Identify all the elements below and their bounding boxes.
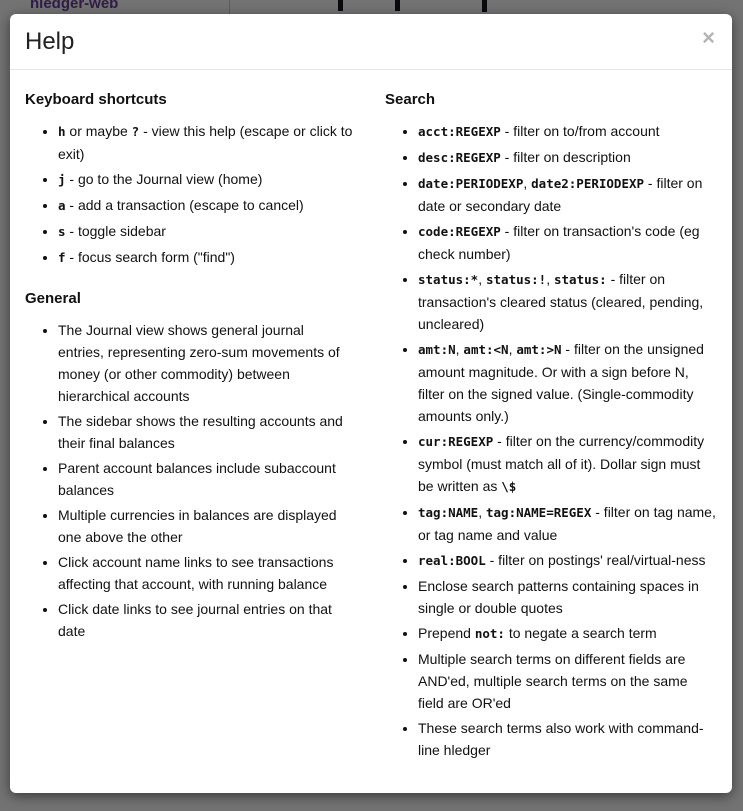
help-right-column [371, 70, 717, 781]
code-token: h [58, 124, 66, 139]
text-segment: - add a transaction (escape to cancel) [65, 197, 304, 213]
text-segment: , [523, 175, 532, 191]
code-token: f [58, 250, 66, 265]
list-item [418, 120, 717, 143]
text-segment: Enclose search patterns containing spaces in single or double quotes [418, 578, 699, 616]
text-segment: - filter on description [500, 149, 631, 165]
code-token: tag:NAME=REGEX [486, 505, 592, 520]
list-item [58, 598, 353, 642]
text-segment: , [546, 271, 554, 287]
code-token: s [58, 224, 66, 239]
code-token: tag:NAME [418, 505, 479, 520]
text-segment: - toggle sidebar [65, 223, 166, 239]
text-segment: - filter on to/from account [500, 123, 660, 139]
list-item [418, 622, 717, 645]
text-segment: Multiple currencies in balances are displayed one above the other [58, 507, 337, 545]
text-segment: Prepend [418, 625, 475, 641]
code-token: j [58, 172, 66, 187]
text-segment: - view this help (escape or click to exit) [58, 123, 353, 162]
code-token: ? [131, 124, 140, 139]
text-segment: - focus search form ("find") [65, 249, 235, 265]
text-segment: to negate a search term [504, 625, 657, 641]
text-segment: These search terms also work with command-line hledger [418, 720, 704, 758]
text-segment: , [455, 341, 464, 357]
code-token: \$ [501, 479, 517, 494]
code-token: desc:REGEXP [418, 150, 501, 165]
general-list [25, 319, 353, 642]
text-segment: Click date links to see journal entries on that date [58, 601, 332, 639]
keyboard-shortcuts-list [25, 120, 353, 269]
code-token: amt:<N [463, 342, 509, 357]
code-token: cur:REGEXP [418, 434, 494, 449]
list-item [58, 410, 353, 454]
text-segment: - go to the Journal view (home) [65, 171, 263, 187]
text-segment: - filter on postings' real/virtual-ness [485, 552, 706, 568]
list-item [58, 194, 353, 217]
code-token: acct:REGEXP [418, 124, 501, 139]
close-icon: × [702, 25, 715, 50]
help-modal [10, 14, 732, 793]
help-modal-header [10, 14, 732, 70]
list-item [418, 501, 717, 546]
list-item [418, 146, 717, 169]
close-button[interactable] [698, 26, 719, 50]
code-token: date:PERIODEXP [418, 176, 524, 191]
text-segment: Click account name links to see transactions affecting that account, with running balance [58, 554, 334, 592]
text-segment: - filter on date or secondary date [418, 175, 703, 214]
list-item [58, 246, 353, 269]
list-item [58, 319, 353, 407]
help-left-column [25, 70, 371, 781]
help-modal-body [10, 70, 732, 793]
list-item [418, 220, 717, 265]
list-item [418, 549, 717, 572]
text-segment: Parent account balances include subaccount balances [58, 460, 336, 498]
list-item [418, 430, 717, 498]
list-item [58, 457, 353, 501]
text-segment: - filter on transaction's cleared status (cleared, pending, uncleared) [418, 271, 704, 332]
code-token: not: [474, 626, 505, 641]
list-item [418, 648, 717, 714]
list-item [418, 172, 717, 217]
code-token: status:! [486, 272, 547, 287]
help-modal-title: Help [25, 28, 75, 55]
code-token: amt:>N [516, 342, 562, 357]
code-token: date2:PERIODEXP [531, 176, 645, 191]
text-segment: - filter on the currency/commodity symbol (must match all of it). Dollar sign must be written as [418, 433, 705, 494]
text-segment: Multiple search terms on different fields are AND'ed, multiple search terms on the same field are OR'ed [418, 651, 688, 711]
list-item [58, 551, 353, 595]
text-segment: - filter on tag name, or tag name and value [418, 504, 716, 543]
search-list [385, 120, 717, 761]
code-token: status:* [418, 272, 479, 287]
text-segment: - filter on transaction's code (eg check number) [418, 223, 700, 262]
code-token: status: [554, 272, 607, 287]
list-item [58, 220, 353, 243]
list-item [418, 575, 717, 619]
list-item [58, 120, 353, 165]
list-item [418, 338, 717, 427]
code-token: a [58, 198, 66, 213]
keyboard-shortcuts-heading: Keyboard shortcuts [25, 91, 167, 108]
text-segment: - filter on the unsigned amount magnitude. Or with a sign before N, filter on the signed value. (Single-commodity amounts only.) [418, 341, 704, 424]
text-segment: The Journal view shows general journal entries, representing zero-sum movements of money (or other commodity) between hierarchical accounts [58, 322, 340, 404]
general-heading: General [25, 290, 81, 307]
search-heading: Search [385, 91, 436, 108]
list-item [418, 268, 717, 335]
text-segment: , [478, 271, 486, 287]
text-segment: The sidebar shows the resulting accounts and their final balances [58, 413, 343, 451]
text-segment: or maybe [65, 123, 132, 139]
code-token: code:REGEXP [418, 224, 501, 239]
list-item [418, 717, 717, 761]
list-item [58, 504, 353, 548]
list-item [58, 168, 353, 191]
code-token: amt:N [418, 342, 456, 357]
code-token: real:BOOL [418, 553, 486, 568]
text-segment: , [478, 504, 486, 520]
text-segment: , [508, 341, 517, 357]
